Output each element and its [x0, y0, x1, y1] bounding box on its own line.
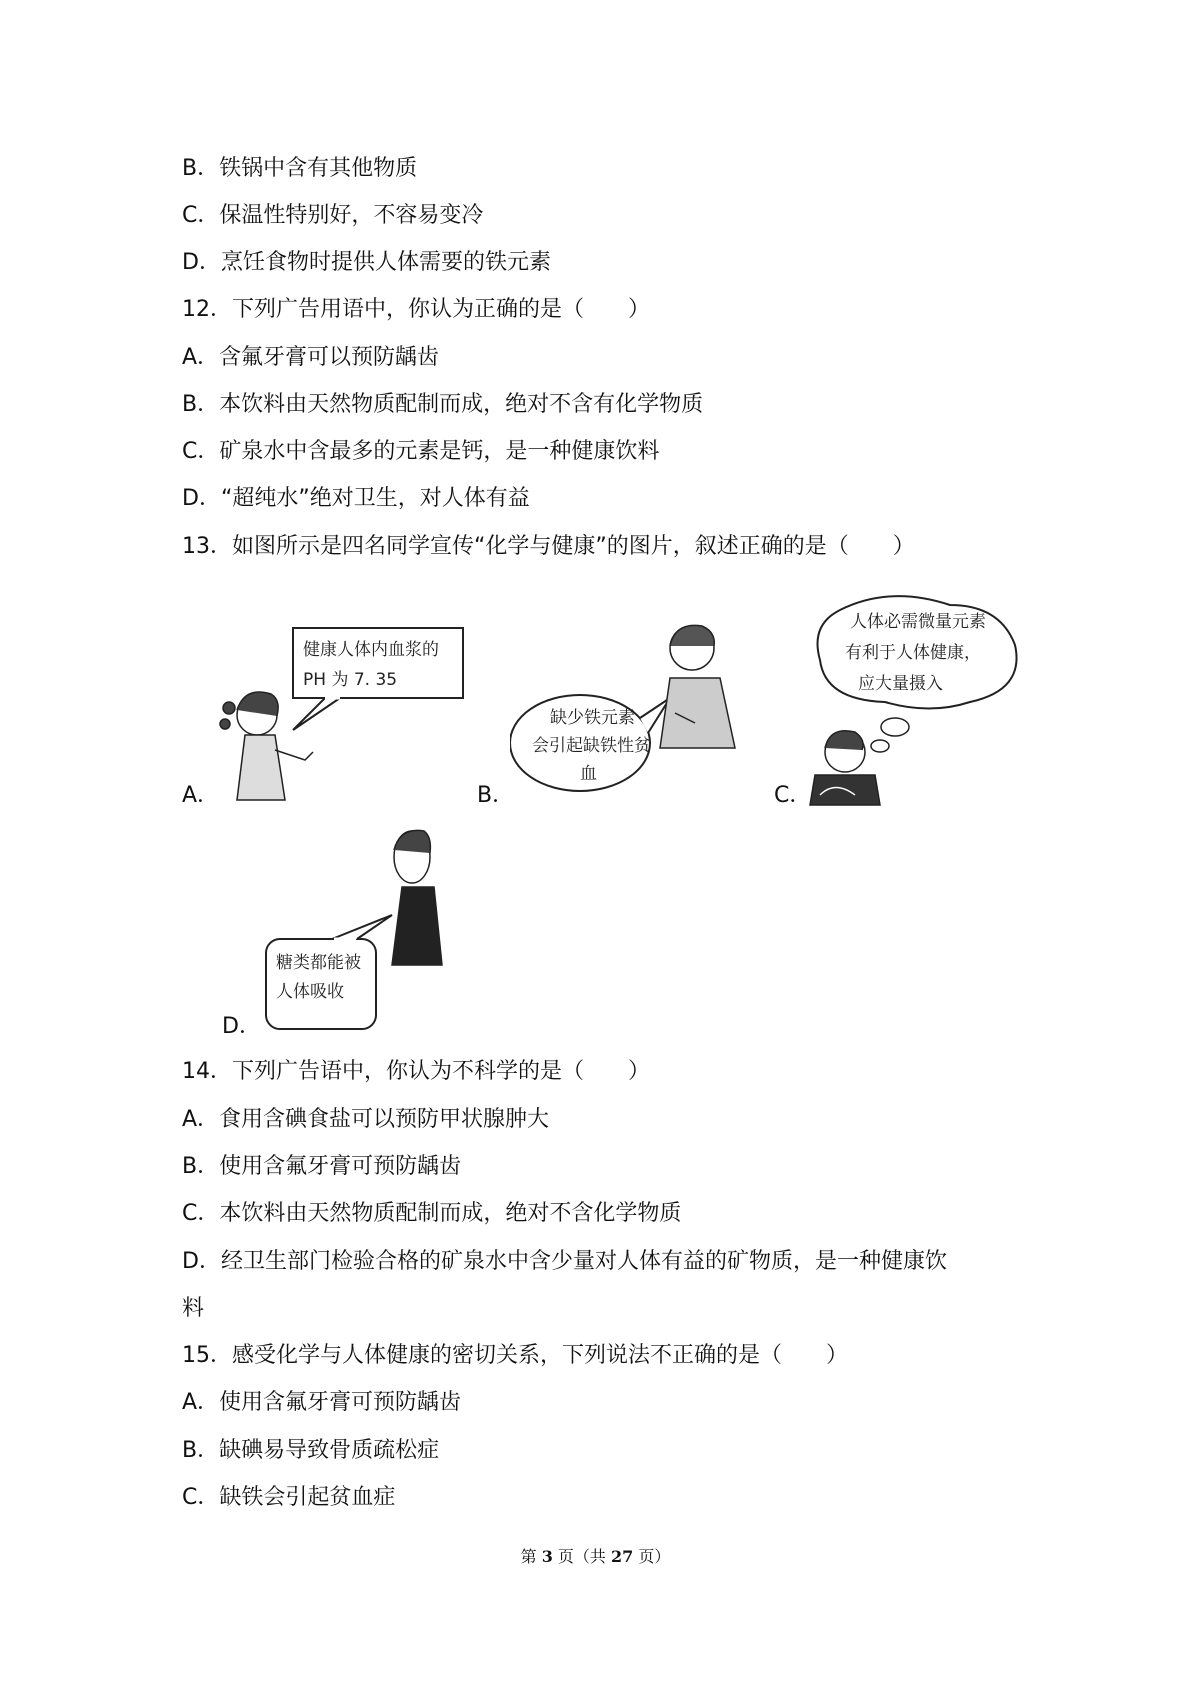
q14-stem: 14．下列广告语中，你认为不科学的是（ ） — [182, 1059, 650, 1084]
q14-option-c: C．本饮料由天然物质配制而成，绝对不含化学物质 — [182, 1201, 682, 1226]
bubble-a-line1: 健康人体内血浆的 — [303, 640, 439, 660]
q12-option-b: B．本饮料由天然物质配制而成，绝对不含有化学物质 — [182, 392, 704, 417]
footer-post: 页） — [633, 1547, 671, 1566]
q12-stem: 12．下列广告用语中，你认为正确的是（ ） — [182, 297, 650, 322]
q12-option-a: A．含氟牙膏可以预防龋齿 — [182, 345, 440, 370]
kid-figure-icon — [810, 731, 880, 805]
q11-option-c: C．保温性特别好，不容易变冷 — [182, 203, 484, 228]
figure-a — [215, 620, 475, 805]
q13-label-d: D． — [222, 1014, 261, 1039]
q11-option-d: D．烹饪食物时提供人体需要的铁元素 — [182, 250, 551, 275]
girl-figure-icon — [220, 692, 313, 800]
q15-option-a: A．使用含氟牙膏可预防龋齿 — [182, 1390, 462, 1415]
figure-c — [800, 590, 1030, 810]
bubble-c-line2: 有利于人体健康， — [845, 643, 981, 663]
q14-option-d-cont: 料 — [182, 1296, 205, 1321]
bubble-b-line3: 血 — [580, 764, 597, 784]
q14-option-a: A．食用含碘食盐可以预防甲状腺肿大 — [182, 1107, 550, 1132]
q11-option-b: B．铁锅中含有其他物质 — [182, 156, 418, 181]
bubble-d-line1: 糖类都能被 — [276, 953, 361, 973]
bubble-b-line2: 会引起缺铁性贫 — [532, 736, 651, 756]
q15-stem: 15．感受化学与人体健康的密切关系，下列说法不正确的是（ ） — [182, 1343, 848, 1368]
footer-pre: 第 — [520, 1547, 542, 1566]
bubble-c-line3: 应大量摄入 — [858, 674, 943, 694]
bubble-a-line2: PH 为 7. 35 — [303, 670, 398, 690]
footer-total-pages: 27 — [611, 1547, 634, 1566]
page-footer — [0, 1544, 1191, 1567]
boy-figure-icon — [660, 625, 735, 748]
q15-option-c: C．缺铁会引起贫血症 — [182, 1485, 396, 1510]
q14-option-b: B．使用含氟牙膏可预防龋齿 — [182, 1154, 462, 1179]
q14-option-d: D．经卫生部门检验合格的矿泉水中含少量对人体有益的矿物质，是一种健康饮 — [182, 1249, 947, 1274]
figure-d — [262, 825, 452, 1035]
bubble-c-line1: 人体必需微量元素 — [850, 612, 986, 632]
q12-option-c: C．矿泉水中含最多的元素是钙，是一种健康饮料 — [182, 439, 660, 464]
footer-page-number: 3 — [541, 1547, 553, 1566]
bubble-b-line1: 缺少铁元素 — [550, 708, 635, 728]
q13-label-c: C． — [774, 783, 812, 808]
figure-b — [510, 618, 750, 808]
q13-label-a: A． — [182, 783, 220, 808]
q13-stem: 13．如图所示是四名同学宣传“化学与健康”的图片，叙述正确的是（ ） — [182, 534, 915, 559]
bubble-d-line2: 人体吸收 — [276, 982, 344, 1002]
q12-option-d: D．“超纯水”绝对卫生，对人体有益 — [182, 486, 530, 511]
footer-mid: 页（共 — [552, 1547, 612, 1566]
q13-label-b: B． — [477, 783, 515, 808]
man-figure-icon — [392, 830, 442, 965]
q15-option-b: B．缺碘易导致骨质疏松症 — [182, 1438, 440, 1463]
